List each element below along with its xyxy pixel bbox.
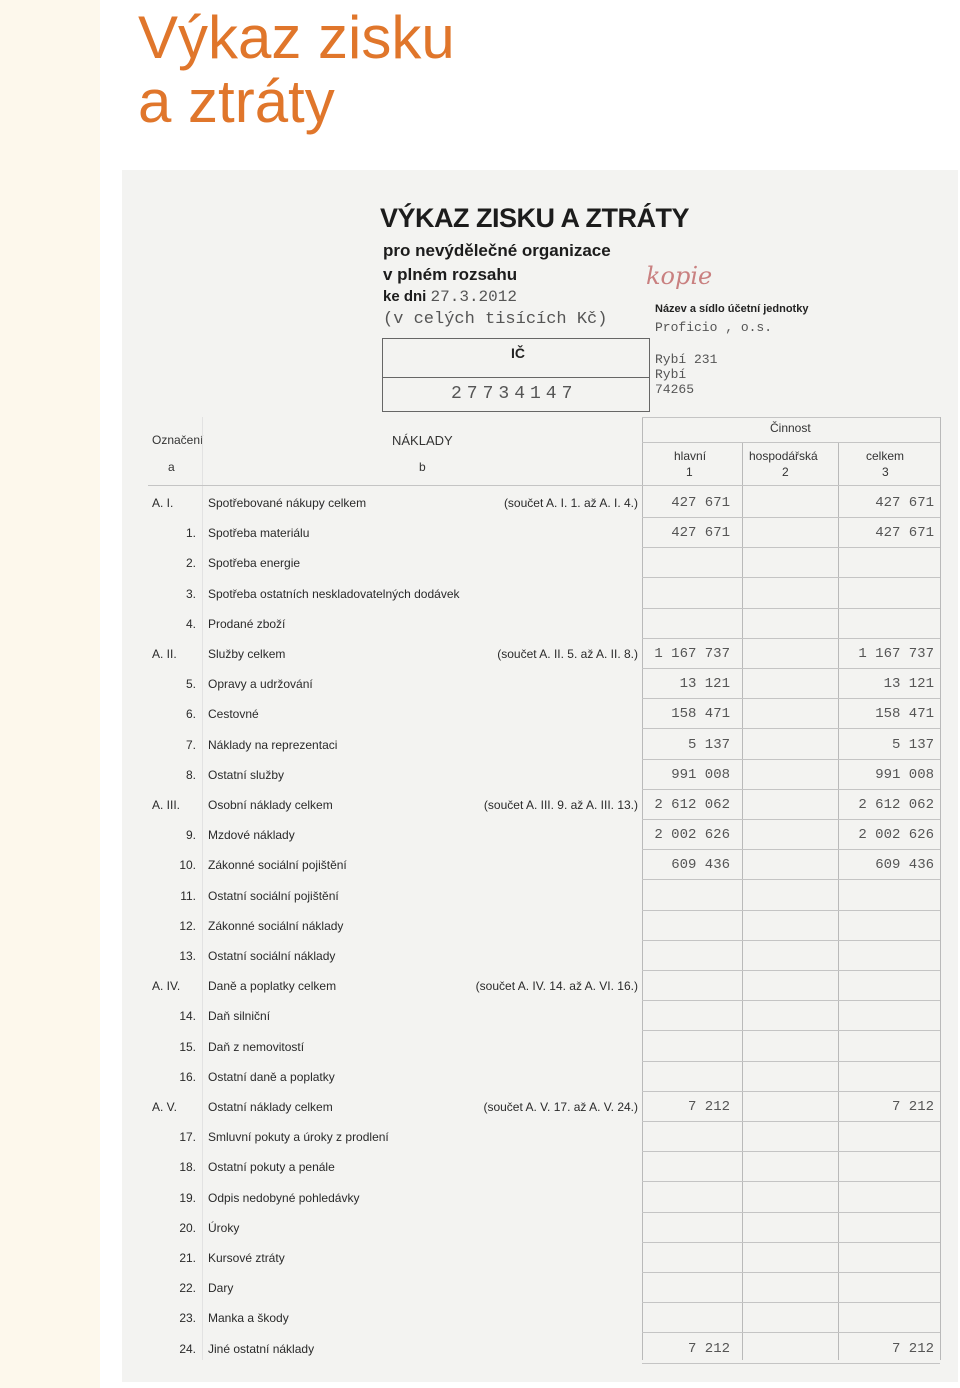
table-row [140,1183,940,1213]
row-label: Daně a poplatky celkem [208,979,337,993]
table-row [140,1062,940,1092]
form-subtitle-2: v plném rozsahu [383,265,518,284]
header-total-no: 3 [882,465,889,479]
grid-line [642,1332,940,1333]
row-code: A. IV. [152,979,181,993]
row-label: Náklady na reprezentaci [208,738,338,752]
header-activity: Činnost [770,421,811,435]
row-label: Mzdové náklady [208,828,295,842]
row-code: 18. [179,1160,196,1174]
table-row [140,1001,940,1031]
row-note: (součet A. III. 9. až A. III. 13.) [483,798,638,812]
row-label: Zákonné sociální náklady [208,919,344,933]
grid-line [642,1181,940,1182]
value-main: 427 671 [671,495,730,511]
row-label: Ostatní daně a poplatky [208,1070,335,1084]
row-code: 6. [185,707,196,721]
grid-line [642,1363,940,1364]
value-main: 1 167 737 [654,646,730,662]
table-row [140,760,940,790]
row-label: Ostatní pokuty a penále [208,1160,335,1174]
row-code: 15. [179,1040,196,1054]
row-code: 23. [179,1311,196,1325]
table-row [140,790,940,820]
table-row [140,488,940,518]
row-code: 14. [179,1009,196,1023]
value-main: 7 212 [687,1341,730,1357]
table-row [140,1303,940,1333]
header-code-sub: a [168,460,175,474]
page-title [138,6,455,134]
row-label: Cestovné [208,707,259,721]
grid-line [642,728,940,729]
ic-label: IČ [511,345,525,361]
row-label: Daň silniční [208,1009,271,1023]
value-total: 158 471 [875,706,934,722]
grid-line [642,577,940,578]
table-row [140,911,940,941]
row-label: Služby celkem [208,647,286,661]
grid-line [642,1030,940,1031]
row-code: 8. [185,768,196,782]
unit-zip: 74265 [655,382,695,397]
table-row [140,1334,940,1364]
row-code: 13. [179,949,196,963]
row-label: Spotřebované nákupy celkem [208,496,367,510]
row-label: Spotřeba materiálu [208,526,310,540]
row-code: 16. [179,1070,196,1084]
value-total: 427 671 [875,525,934,541]
table-row [140,548,940,578]
row-code: 2. [185,556,196,570]
date-value: 27.3.2012 [430,288,517,306]
row-label: Odpis nedobyné pohledávky [208,1191,360,1205]
table-row [140,669,940,699]
unit-label: Název a sídlo účetní jednotky [655,303,809,315]
table-row [140,1152,940,1182]
row-code: A. V. [152,1100,177,1114]
row-code: A. II. [152,647,177,661]
header-costs: NÁKLADY [392,433,453,448]
row-code: 17. [179,1130,196,1144]
row-code: A. I. [152,496,174,510]
header-code: Označení [152,433,204,447]
value-main: 2 612 062 [654,797,730,813]
form-date [383,288,517,306]
header-costs-sub: b [419,460,426,474]
value-total: 13 121 [883,676,934,692]
row-label: Zákonné sociální pojištění [208,858,347,872]
header-economic: hospodářská [749,449,818,463]
table-row [140,609,940,639]
row-label: Smluvní pokuty a úroky z prodlení [208,1130,389,1144]
kopie-stamp: kopie [646,262,713,290]
row-note: (součet A. V. 17. až A. V. 24.) [483,1100,638,1114]
value-total: 7 212 [891,1341,934,1357]
header-total: celkem [866,449,905,463]
value-total: 2 612 062 [858,797,934,813]
table-row [140,699,940,729]
page-title-line1: Výkaz zisku [138,4,455,71]
page-title-line2: a ztráty [138,68,335,135]
ic-box [382,338,650,412]
row-code: 10. [179,858,196,872]
value-main: 13 121 [679,676,730,692]
row-note: (součet A. II. 5. až A. II. 8.) [497,647,638,661]
row-label: Ostatní sociální pojištění [208,889,339,903]
unit-street: Rybí 231 [655,352,718,367]
row-label: Úroky [208,1221,240,1235]
row-code: 24. [179,1342,196,1356]
header-main: hlavní [674,449,707,463]
row-label: Ostatní služby [208,768,285,782]
row-label: Opravy a udržování [208,677,313,691]
value-total: 1 167 737 [858,646,934,662]
value-main: 5 137 [687,737,730,753]
row-label: Spotřeba energie [208,556,301,570]
table-row [140,1243,940,1273]
row-note: (součet A. I. 1. až A. I. 4.) [503,496,638,510]
row-label: Manka a škody [208,1311,289,1325]
table-row [140,1122,940,1152]
form-title: VÝKAZ ZISKU A ZTRÁTY [380,203,689,233]
unit-name: Proficio , o.s. [655,320,773,335]
row-label: Osobní náklady celkem [208,798,333,812]
value-main: 7 212 [687,1099,730,1115]
row-code: 20. [179,1221,196,1235]
table-row [140,941,940,971]
row-code: 21. [179,1251,196,1265]
value-total: 5 137 [891,737,934,753]
row-code: 5. [185,677,196,691]
table-row [140,1273,940,1303]
table-row [140,820,940,850]
table-row [140,518,940,548]
grid-line [642,442,940,443]
header-economic-no: 2 [782,465,789,479]
row-code: 3. [185,587,196,601]
row-code: 1. [185,526,196,540]
table-row [140,1032,940,1062]
table-row [140,1092,940,1122]
value-main: 2 002 626 [654,827,730,843]
value-main: 427 671 [671,525,730,541]
header-main-no: 1 [686,465,693,479]
table-row [140,730,940,760]
row-code: A. III. [152,798,181,812]
table-row [140,971,940,1001]
row-code: 4. [185,617,196,631]
table-row [140,881,940,911]
row-note: (součet A. IV. 14. až A. VI. 16.) [475,979,638,993]
row-label: Dary [208,1281,234,1295]
ic-divider [383,377,649,378]
row-code: 9. [185,828,196,842]
row-code: 22. [179,1281,196,1295]
ic-value: 27734147 [451,384,578,404]
row-code: 11. [180,889,196,903]
table-row [140,1213,940,1243]
value-main: 991 008 [671,767,730,783]
row-label: Ostatní náklady celkem [208,1100,333,1114]
row-label: Prodané zboží [208,617,286,631]
value-total: 2 002 626 [858,827,934,843]
value-main: 158 471 [671,706,730,722]
value-total: 991 008 [875,767,934,783]
value-total: 609 436 [875,857,934,873]
value-main: 609 436 [671,857,730,873]
date-label: ke dni [383,288,427,305]
table-row [140,850,940,880]
row-code: 7. [185,738,196,752]
row-label: Daň z nemovitostí [208,1040,305,1054]
row-label: Jiné ostatní náklady [208,1342,315,1356]
value-total: 427 671 [875,495,934,511]
row-code: 12. [179,919,196,933]
form-units: (v celých tisících Kč) [383,310,608,329]
row-label: Spotřeba ostatních neskladovatelných dodávek [208,587,460,601]
table-row [140,639,940,669]
row-label: Kursové ztráty [208,1251,285,1265]
grid-line [940,417,941,1360]
side-stripe [0,0,100,1388]
grid-line [148,485,940,486]
row-code: 19. [179,1191,196,1205]
form-subtitle-1: pro nevýdělečné organizace [383,241,611,260]
grid-line [642,417,940,418]
unit-city: Rybí [655,367,687,382]
table-row [140,579,940,609]
value-total: 7 212 [891,1099,934,1115]
grid-line [642,879,940,880]
row-label: Ostatní sociální náklady [208,949,336,963]
